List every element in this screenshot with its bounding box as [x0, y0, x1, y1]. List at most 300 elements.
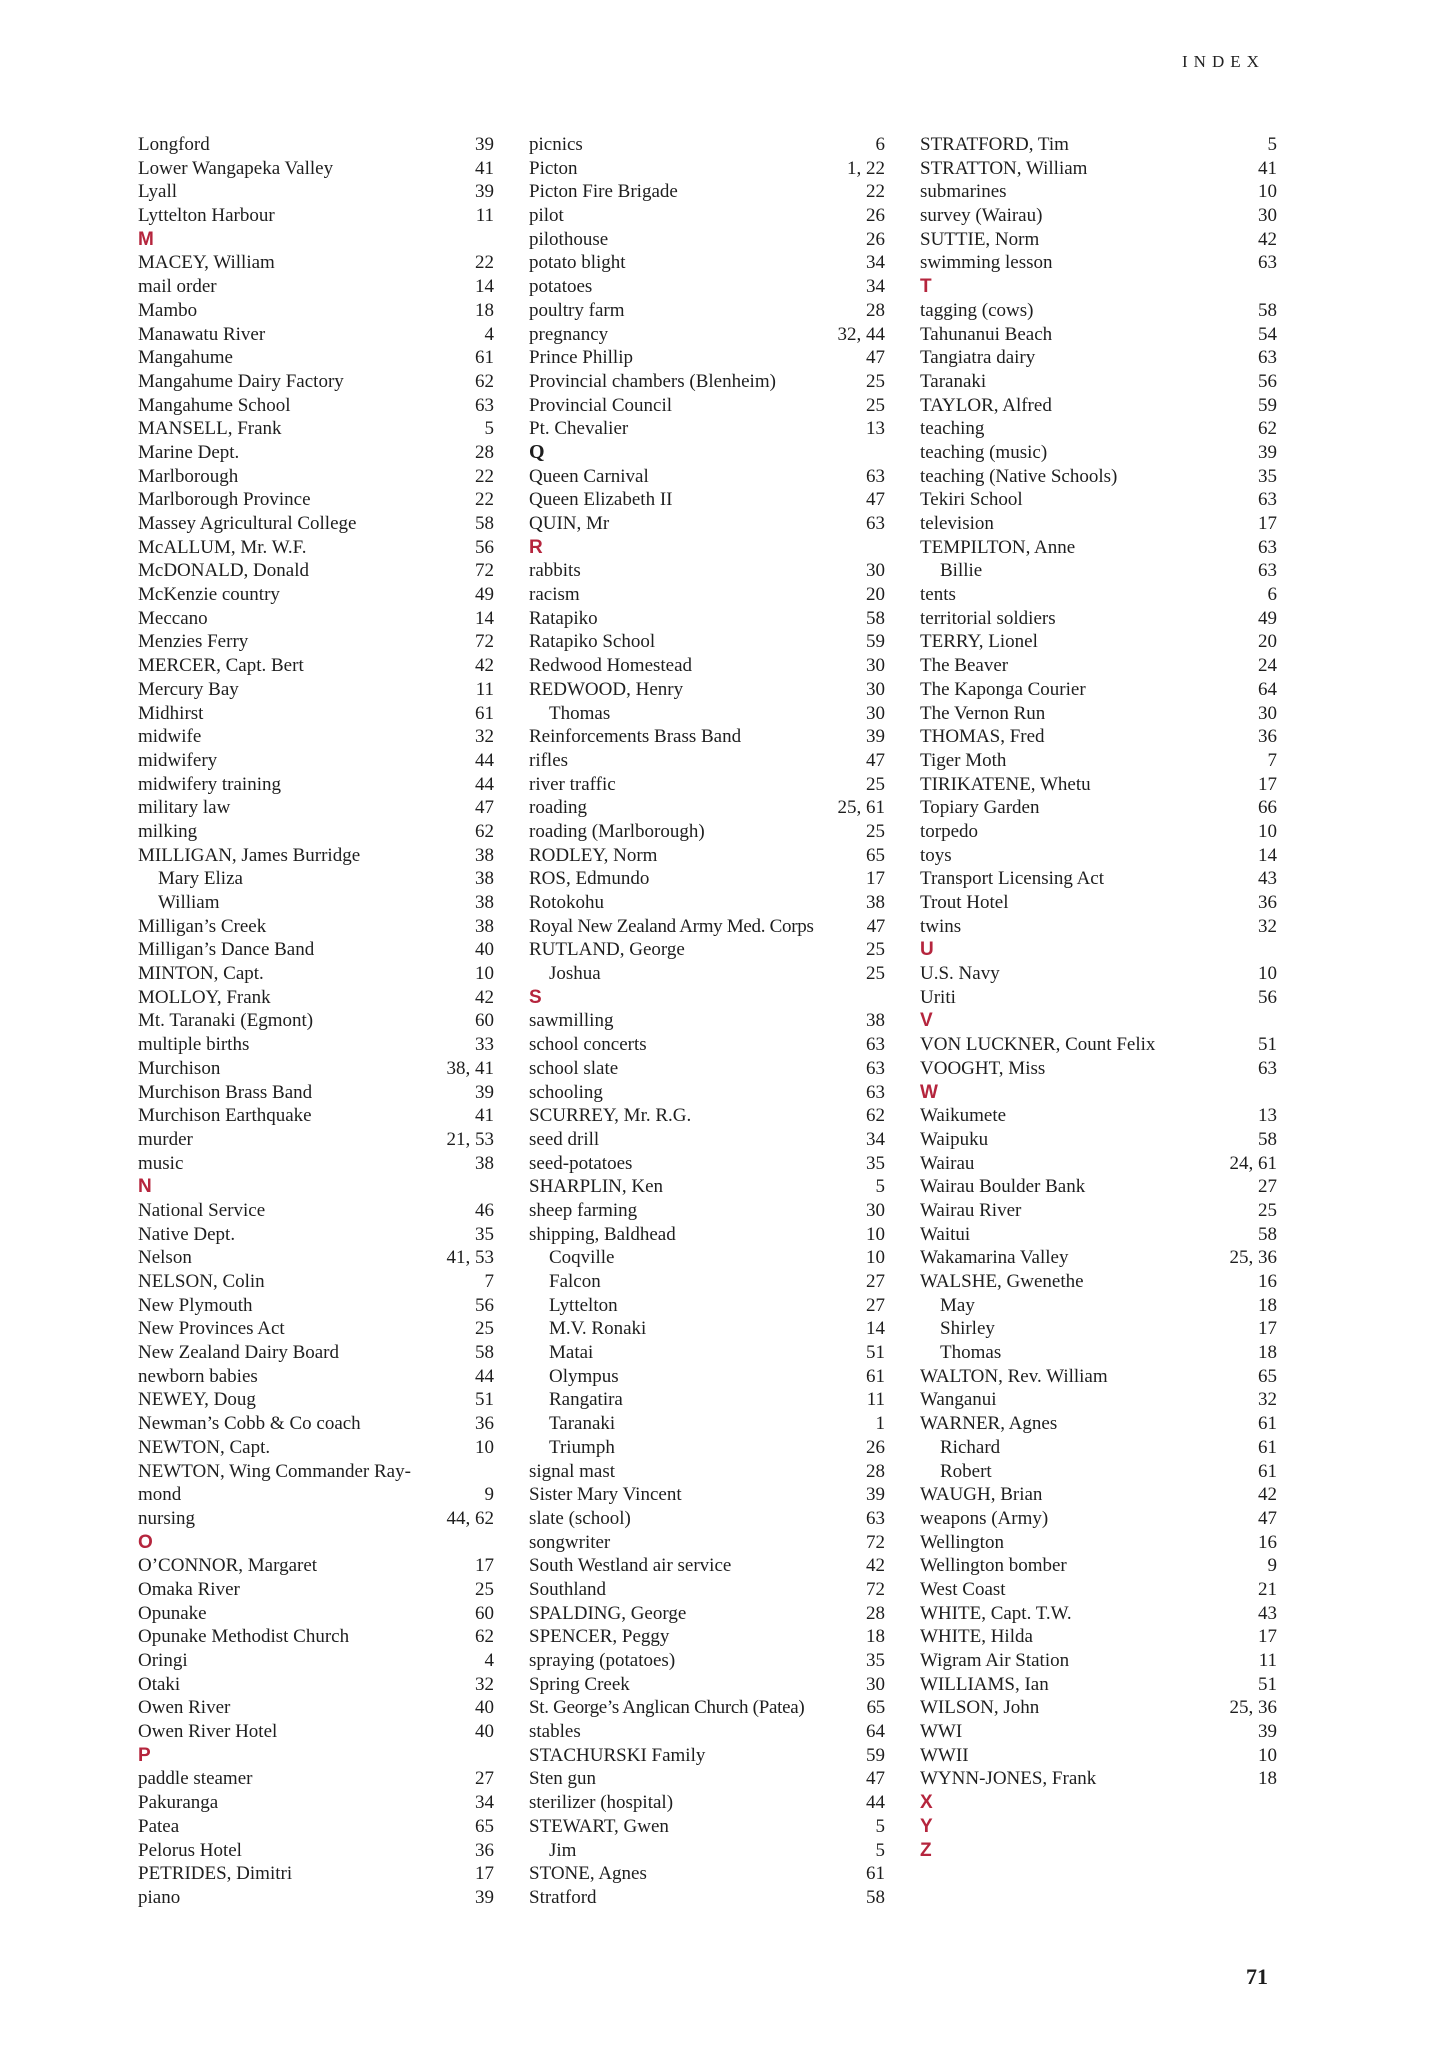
index-entry: [529, 607, 885, 631]
page-references: 63: [475, 394, 494, 416]
index-term: territorial soldiers: [920, 607, 1056, 629]
index-entry: [138, 844, 494, 868]
page-references: 42: [866, 1555, 885, 1577]
index-term: WHITE, Capt. T.W.: [920, 1602, 1072, 1624]
page-references: 25: [866, 773, 885, 795]
index-entry: [920, 1649, 1277, 1673]
index-term: Mangahume: [138, 347, 233, 369]
page-references: 38: [475, 892, 494, 913]
index-term: midwifery: [138, 749, 218, 771]
index-entry: [529, 1649, 885, 1673]
index-entry: [529, 1057, 885, 1081]
page-references: 42: [1258, 1484, 1277, 1506]
letter-heading: X: [920, 1792, 933, 1814]
index-entry: [529, 512, 885, 536]
index-term: New Plymouth: [138, 1294, 253, 1316]
page-references: 64: [1258, 678, 1277, 700]
index-term: Shirley: [940, 1318, 995, 1340]
page-references: 14: [475, 607, 494, 629]
index-term: U.S. Navy: [920, 963, 1000, 985]
page-references: 58: [1258, 1128, 1277, 1150]
index-entry: [138, 1696, 494, 1720]
index-term: Wanganui: [920, 1389, 997, 1411]
index-entry: [920, 1223, 1277, 1247]
index-entry: [529, 180, 885, 204]
index-entry: [138, 1294, 494, 1318]
page-references: 42: [1258, 228, 1277, 250]
index-entry: [138, 1009, 494, 1033]
page-references: 28: [866, 1602, 885, 1624]
index-subentry: [529, 1270, 885, 1294]
page-references: 56: [475, 1294, 494, 1316]
index-entry: [920, 1199, 1277, 1223]
page-references: 39: [475, 181, 494, 203]
page-references: 9: [1267, 1555, 1277, 1577]
index-entry: [138, 1388, 494, 1412]
page-references: 72: [475, 631, 494, 653]
page-references: 28: [866, 299, 885, 321]
index-term: Queen Carnival: [529, 465, 649, 487]
index-subentry: [138, 867, 494, 891]
page-references: 43: [1258, 868, 1277, 890]
index-term: Owen River: [138, 1697, 231, 1719]
index-term: SPALDING, George: [529, 1602, 687, 1624]
page-references: 44: [866, 1792, 885, 1814]
index-term: school slate: [529, 1057, 619, 1079]
index-entry: [138, 512, 494, 536]
index-term: mond: [138, 1484, 182, 1506]
index-subentry: [529, 1341, 885, 1365]
index-entry: [138, 1057, 494, 1081]
page-references: 10: [866, 1223, 885, 1245]
index-term: Matai: [549, 1342, 594, 1364]
page-references: 51: [1258, 1673, 1277, 1695]
index-entry: [920, 773, 1277, 797]
index-term: Mt. Taranaki (Egmont): [138, 1010, 314, 1032]
index-entry: [138, 180, 494, 204]
index-term: Southland: [529, 1578, 607, 1600]
page-references: 62: [866, 1105, 885, 1127]
index-entry: [529, 1744, 885, 1768]
index-term: Omaka River: [138, 1578, 240, 1600]
index-entry: [529, 773, 885, 797]
index-term: St. George’s Anglican Church (Patea): [529, 1697, 805, 1719]
index-term: TERRY, Lionel: [920, 631, 1038, 653]
index-term: signal mast: [529, 1460, 616, 1482]
index-entry: [138, 630, 494, 654]
index-entry: [138, 1152, 494, 1176]
page-references: 60: [475, 1602, 494, 1624]
page-references: 10: [1258, 963, 1277, 985]
index-entry: [138, 583, 494, 607]
index-entry: [138, 133, 494, 157]
page-references: 47: [866, 489, 885, 511]
page-references: 21, 53: [446, 1128, 494, 1150]
index-term: Milligan’s Dance Band: [138, 939, 315, 961]
page-references: 10: [866, 1247, 885, 1269]
index-term: Mangahume Dairy Factory: [138, 370, 344, 392]
index-term: William: [158, 892, 220, 913]
page-references: 10: [475, 963, 494, 985]
page-references: 63: [866, 1034, 885, 1056]
index-term: Opunake Methodist Church: [138, 1626, 350, 1648]
index-entry: [920, 1554, 1277, 1578]
index-entry: [529, 867, 885, 891]
page-references: 39: [475, 1081, 494, 1103]
page-references: 22: [475, 489, 494, 511]
page-references: 58: [1258, 1223, 1277, 1245]
index-term: SUTTIE, Norm: [920, 228, 1040, 250]
page-references: 5: [484, 418, 494, 440]
index-term: Sister Mary Vincent: [529, 1484, 682, 1506]
index-entry: [529, 1673, 885, 1697]
index-term: WAUGH, Brian: [920, 1484, 1043, 1506]
index-subentry: [920, 1436, 1277, 1460]
page-references: 61: [475, 702, 494, 724]
index-entry: [920, 725, 1277, 749]
index-entry: [529, 370, 885, 394]
page-references: 63: [1258, 560, 1277, 582]
page-references: 39: [475, 1886, 494, 1908]
page-references: 72: [475, 560, 494, 582]
index-term: WILSON, John: [920, 1697, 1040, 1719]
index-term: sterilizer (hospital): [529, 1792, 674, 1814]
page-references: 40: [475, 1697, 494, 1719]
index-term: Milligan’s Creek: [138, 915, 267, 937]
index-entry: [920, 1720, 1277, 1744]
index-subentry: [920, 1294, 1277, 1318]
index-entry: [920, 1696, 1277, 1720]
page-references: 16: [1258, 1271, 1277, 1292]
page-references: 51: [1258, 1034, 1277, 1056]
index-entry: [138, 1081, 494, 1105]
index-entry: [529, 133, 885, 157]
page-references: 21: [1258, 1578, 1277, 1600]
index-term: seed-potatoes: [529, 1152, 633, 1174]
index-term: Marlborough Province: [138, 489, 311, 511]
page-references: 25, 61: [837, 797, 885, 819]
index-term: tagging (cows): [920, 299, 1034, 321]
index-entry: [138, 725, 494, 749]
index-column-3: [920, 133, 1277, 1862]
index-entry: [529, 725, 885, 749]
index-entry: [138, 1104, 494, 1128]
page-references: 34: [866, 252, 885, 274]
index-entry: [529, 1791, 885, 1815]
page-references: 56: [1258, 986, 1277, 1008]
index-term: Longford: [138, 134, 210, 155]
index-term: Marlborough: [138, 465, 239, 487]
page-references: 63: [1258, 1057, 1277, 1079]
index-term: rabbits: [529, 560, 581, 582]
page-references: 32: [1258, 915, 1277, 937]
index-term: Midhirst: [138, 702, 204, 724]
index-entry: [138, 1223, 494, 1247]
index-term: WALTON, Rev. William: [920, 1365, 1108, 1387]
index-entry: [138, 1199, 494, 1223]
page-references: 7: [484, 1271, 494, 1292]
page-references: 16: [1258, 1531, 1277, 1553]
index-entry: [529, 915, 885, 939]
index-term: Thomas: [940, 1342, 1002, 1364]
index-term: Massey Agricultural College: [138, 513, 357, 534]
page-references: 39: [1258, 1721, 1277, 1743]
index-entry: [138, 488, 494, 512]
page-references: 18: [1258, 1342, 1277, 1364]
index-term: WARNER, Agnes: [920, 1413, 1058, 1435]
index-term: potatoes: [529, 276, 593, 298]
page-references: 25: [475, 1578, 494, 1600]
index-term: pregnancy: [529, 323, 609, 345]
index-term: midwifery training: [138, 773, 281, 795]
page-references: 34: [866, 1128, 885, 1150]
index-term: RODLEY, Norm: [529, 844, 658, 866]
index-entry: [920, 820, 1277, 844]
index-entry: [529, 583, 885, 607]
index-entry: [138, 323, 494, 347]
page-references: 10: [475, 1436, 494, 1458]
index-entry: [529, 1507, 885, 1531]
page-references: 6: [875, 134, 885, 155]
index-entry: [529, 417, 885, 441]
page-references: 9: [484, 1484, 494, 1506]
page-references: 36: [1258, 726, 1277, 748]
index-entry: [138, 915, 494, 939]
index-entry: [138, 157, 494, 181]
index-term: pilothouse: [529, 228, 609, 250]
index-entry: [138, 702, 494, 726]
index-term: school concerts: [529, 1034, 647, 1056]
index-term: Wigram Air Station: [920, 1650, 1070, 1671]
page-references: 4: [484, 1650, 494, 1671]
index-entry: [138, 1839, 494, 1863]
page-references: 28: [475, 441, 494, 463]
index-entry: [529, 228, 885, 252]
index-term: Transport Licensing Act: [920, 868, 1105, 890]
page-references: 38: [475, 868, 494, 890]
index-term: Waitui: [920, 1223, 971, 1245]
index-term: Newman’s Cobb & Co coach: [138, 1413, 361, 1435]
index-entry: [920, 1507, 1277, 1531]
page-references: 61: [866, 1365, 885, 1387]
index-term: RUTLAND, George: [529, 939, 685, 961]
index-term: Royal New Zealand Army Med. Corps: [529, 915, 814, 937]
index-term: pilot: [529, 205, 564, 227]
index-entry: [529, 1483, 885, 1507]
index-entry: [138, 749, 494, 773]
page-references: 5: [875, 1176, 885, 1198]
index-term: STRATFORD, Tim: [920, 134, 1069, 155]
page-references: 61: [866, 1863, 885, 1885]
index-term: Tiger Moth: [920, 749, 1007, 771]
index-subentry: [529, 1412, 885, 1436]
index-term: VON LUCKNER, Count Felix: [920, 1034, 1156, 1056]
page-references: 63: [1258, 489, 1277, 511]
index-subentry: [920, 559, 1277, 583]
index-entry: [138, 1720, 494, 1744]
index-entry: [920, 915, 1277, 939]
index-term: MERCER, Capt. Bert: [138, 655, 304, 677]
page-references: 41: [1258, 157, 1277, 179]
index-entry: [529, 654, 885, 678]
index-entry: [138, 1033, 494, 1057]
letter-heading: U: [920, 939, 934, 961]
index-entry: [138, 1649, 494, 1673]
index-term: teaching (music): [920, 441, 1048, 463]
index-term: Thomas: [549, 702, 611, 724]
index-entry: [138, 654, 494, 678]
index-entry: [920, 346, 1277, 370]
index-term: weapons (Army): [920, 1507, 1049, 1529]
index-term: Oringi: [138, 1650, 188, 1671]
page-references: 32: [475, 726, 494, 748]
index-entry: [138, 1673, 494, 1697]
letter-heading: V: [920, 1010, 933, 1032]
index-entry: [920, 1744, 1277, 1768]
index-term: Taranaki: [549, 1413, 616, 1435]
index-term: mail order: [138, 276, 217, 298]
page-references: 22: [475, 465, 494, 487]
index-term: TAYLOR, Alfred: [920, 394, 1052, 416]
index-term: slate (school): [529, 1507, 631, 1529]
index-subentry: [529, 1246, 885, 1270]
page-references: 35: [866, 1152, 885, 1174]
page-references: 4: [484, 323, 494, 345]
index-entry: [529, 1886, 885, 1910]
index-entry: [529, 465, 885, 489]
index-term: Lyall: [138, 181, 178, 203]
page-references: 10: [1258, 181, 1277, 203]
index-entry: [920, 204, 1277, 228]
index-term: Wairau River: [920, 1199, 1022, 1221]
index-entry: [138, 1436, 494, 1460]
page-references: 35: [1258, 465, 1277, 487]
page-references: 26: [866, 205, 885, 227]
page-references: 11: [475, 678, 494, 700]
index-entry: [138, 536, 494, 560]
page-references: 13: [1258, 1105, 1277, 1127]
page-references: 25: [866, 370, 885, 392]
letter-heading: W: [920, 1081, 938, 1103]
page-references: 17: [1258, 1318, 1277, 1340]
index-term: McDONALD, Donald: [138, 560, 309, 582]
index-term: Richard: [940, 1436, 1001, 1458]
index-term: The Kaponga Courier: [920, 678, 1086, 700]
page-references: 25: [866, 394, 885, 416]
index-entry: [529, 1033, 885, 1057]
page-references: 5: [1267, 134, 1277, 155]
index-term: Tekiri School: [920, 489, 1023, 511]
index-term: Coqville: [549, 1247, 615, 1269]
page-references: 36: [475, 1413, 494, 1435]
index-term: Nelson: [138, 1247, 192, 1269]
page-references: 30: [1258, 702, 1277, 724]
index-entry: [920, 678, 1277, 702]
index-term: Stratford: [529, 1886, 597, 1908]
index-term: Ratapiko: [529, 607, 598, 629]
index-term: WILLIAMS, Ian: [920, 1673, 1049, 1695]
index-entry: [529, 275, 885, 299]
index-entry: [138, 1246, 494, 1270]
index-entry: [529, 204, 885, 228]
index-entry: [920, 394, 1277, 418]
index-entry: [138, 1578, 494, 1602]
index-term: midwife: [138, 726, 202, 748]
index-entry: [529, 251, 885, 275]
page-references: 44: [475, 749, 494, 771]
page-references: 46: [475, 1199, 494, 1221]
page-references: 5: [875, 1839, 885, 1861]
letter-heading: R: [529, 536, 543, 558]
page-references: 59: [866, 631, 885, 653]
index-subentry: [529, 1294, 885, 1318]
index-term: music: [138, 1152, 184, 1174]
index-term: New Provinces Act: [138, 1318, 285, 1340]
index-term: West Coast: [920, 1578, 1006, 1600]
page-references: 66: [1258, 797, 1277, 819]
index-term: toys: [920, 844, 952, 866]
page-references: 25: [866, 963, 885, 985]
index-entry: [138, 465, 494, 489]
index-term: Triumph: [549, 1436, 615, 1458]
index-term: schooling: [529, 1081, 603, 1103]
index-subentry: [138, 891, 494, 915]
page-references: 47: [1258, 1507, 1277, 1529]
page-references: 47: [866, 347, 885, 369]
index-entry: [138, 1317, 494, 1341]
index-entry: [138, 986, 494, 1010]
index-entry: [138, 962, 494, 986]
index-term: teaching (Native Schools): [920, 465, 1118, 487]
index-entry: [138, 1507, 494, 1531]
index-entry: [529, 844, 885, 868]
page-references: 24: [1258, 655, 1277, 677]
index-entry: [920, 1033, 1277, 1057]
index-term: Olympus: [549, 1365, 619, 1387]
index-term: TIRIKATENE, Whetu: [920, 773, 1091, 795]
index-subentry: [529, 962, 885, 986]
page-references: 47: [866, 1768, 885, 1790]
page-references: 35: [475, 1223, 494, 1245]
index-term: VOOGHT, Miss: [920, 1057, 1046, 1079]
index-entry: [920, 1175, 1277, 1199]
index-term: television: [920, 513, 994, 534]
index-entry: [529, 1862, 885, 1886]
index-entry: [138, 1767, 494, 1791]
index-entry: [138, 417, 494, 441]
index-entry: [920, 441, 1277, 465]
page-references: 30: [866, 1673, 885, 1695]
letter-heading: M: [138, 228, 154, 250]
page-references: 39: [866, 726, 885, 748]
index-term: O’CONNOR, Margaret: [138, 1555, 318, 1577]
page-references: 25: [866, 939, 885, 961]
index-term: Queen Elizabeth II: [529, 489, 673, 511]
index-term: NEWEY, Doug: [138, 1389, 256, 1411]
index-entry: [529, 1152, 885, 1176]
page-references: 25: [475, 1318, 494, 1340]
page-references: 30: [866, 560, 885, 582]
page-references: 32, 44: [837, 323, 885, 345]
index-term: REDWOOD, Henry: [529, 678, 684, 700]
page-references: 61: [1258, 1436, 1277, 1458]
index-term: Reinforcements Brass Band: [529, 726, 742, 748]
page-references: 5: [875, 1815, 885, 1837]
index-entry: [529, 1815, 885, 1839]
index-term: Manawatu River: [138, 323, 266, 345]
index-entry: [920, 1270, 1277, 1294]
index-entry: [920, 1104, 1277, 1128]
